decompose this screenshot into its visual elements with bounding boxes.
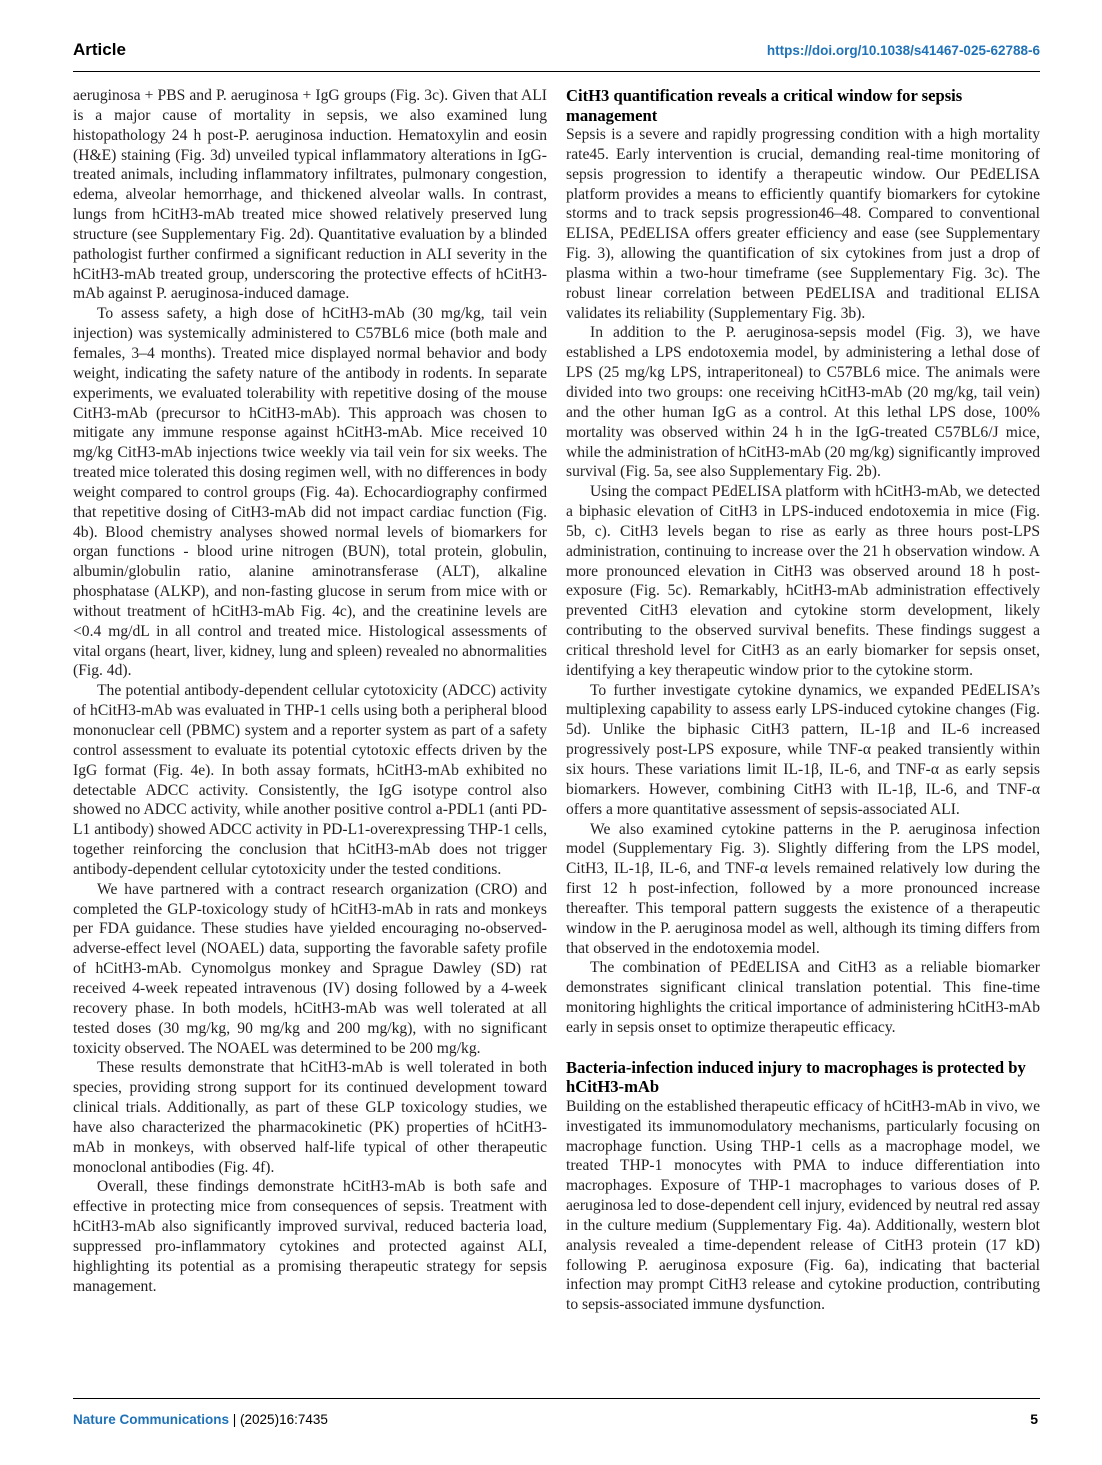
- paragraph: Sepsis is a severe and rapidly progressing condition with a high mortality rate45. Early intervention is crucial, demanding real-time monitoring of sepsis progression to identify a therapeutic window. Our PEdELISA platform provides a means to efficiently quantify biomarkers for cytokine storms and to track sepsis progression46–48. Compared to conventional ELISA, PEdELISA offers greater efficiency and ease (see Supplementary Fig. 3), allowing the quantification of six cytokines from just a drop of plasma within a two-hour timeframe (see Supplementary Fig. 3c). The robust linear correlation between PEdELISA and traditional ELISA validates its reliability (Supplementary Fig. 3b).: [566, 126, 1040, 322]
- article-type-label: Article: [73, 40, 126, 59]
- paragraph: We have partnered with a contract research organization (CRO) and completed the GLP-toxicology study of hCitH3-mAb in rats and monkeys per FDA guidance. These studies have yielded encouraging no-observed-adverse-effect level (NOAEL) data, supporting the favorable safety profile of hCitH3-mAb. Cynomolgus monkey and Sprague Dawley (SD) rat received 4-week repeated intravenous (IV) dosing followed by a 4-week recovery phase. In both models, hCitH3-mAb was well tolerated at all tested doses (30 mg/kg, 90 mg/kg and 200 mg/kg), with no significant toxicity observed. The NOAEL was determined to be 200 mg/kg.: [73, 880, 547, 1057]
- doi-link[interactable]: https://doi.org/10.1038/s41467-025-62788-6: [766, 43, 1040, 58]
- paragraph: The combination of PEdELISA and CitH3 as a reliable biomarker demonstrates significant clinical translation potential. This fine-time monitoring highlights the critical importance of administering hCitH3-mAb early in sepsis onset to optimize therapeutic efficacy.: [566, 959, 1040, 1036]
- paragraph: Building on the established therapeutic efficacy of hCitH3-mAb in vivo, we investigated its immunomodulatory mechanisms, particularly focusing on macrophage function. Using THP-1 cells as a macrophage model, we treated THP-1 monocytes with PMA to induce differentiation into macrophages. Exposure of THP-1 macrophages to various doses of P. aeruginosa led to dose-dependent cell injury, evidenced by neutral red assay in the culture medium (Supplementary Fig. 4a). Additionally, western blot analysis revealed a time-dependent release of CitH3 protein (17 kD) following P. aeruginosa exposure (Fig. 6a), indicating that bacterial infection may prompt CitH3 release and cytokine production, contributing to sepsis-associated immune dysfunction.: [566, 1097, 1040, 1314]
- citation-info: | (2025)16:7435: [229, 1412, 328, 1427]
- header-divider: [73, 71, 1040, 72]
- journal-name[interactable]: Nature Communications: [73, 1412, 230, 1427]
- section-heading: Bacteria-infection induced injury to macrophages is protected by hCitH3-mAb: [566, 1057, 1026, 1097]
- page-number: 5: [1030, 1411, 1038, 1427]
- paragraph: These results demonstrate that hCitH3-mAb is well tolerated in both species, providing strong support for its continued development toward clinical trials. Additionally, as part of these GLP toxicology studies, we have also characterized the pharmacokinetic (PK) properties of hCitH3-mAb in monkeys, with observed half-life typical of other therapeutic monoclonal antibodies (Fig. 4f).: [73, 1059, 547, 1176]
- left-column: [73, 86, 547, 1296]
- footer-divider: [73, 1398, 1040, 1399]
- paragraph: Using the compact PEdELISA platform with hCitH3-mAb, we detected a biphasic elevation of CitH3 in LPS-induced endotoxemia in mice (Fig. 5b, c). CitH3 levels began to rise as early as three hours post-LPS administration, continuing to increase over the 21 h observation window. A more pronounced elevation in CitH3 was observed around 18 h post-exposure (Fig. 5c). Remarkably, hCitH3-mAb administration effectively prevented CitH3 elevation and cytokine storm development, likely contributing to the observed survival benefits. These findings suggest a critical threshold level for CitH3 as an early biomarker for sepsis onset, identifying a key therapeutic window prior to the cytokine storm.: [566, 483, 1040, 679]
- right-column: [566, 86, 1040, 1315]
- section-heading: CitH3 quantification reveals a critical window for sepsis management: [566, 86, 963, 125]
- paragraph: The potential antibody-dependent cellular cytotoxicity (ADCC) activity of hCitH3-mAb was evaluated in THP-1 cells using both a peripheral blood mononuclear cell (PBMC) system and a reporter system as part of a safety control assessment to evaluate its potential cytotoxic effects driven by the IgG format (Fig. 4e). In both assay formats, hCitH3-mAb exhibited no detectable ADCC activity. Consistently, the IgG isotype control also showed no ADCC activity, while another positive control a-PDL1 (anti PD-L1 antibody) showed ADCC activity in PD-L1-overexpressing THP-1 cells, together reinforcing the conclusion that hCitH3-mAb does not trigger antibody-dependent cellular cytotoxicity under the tested conditions.: [73, 682, 547, 878]
- footer-citation: [73, 1412, 328, 1427]
- paragraph: In addition to the P. aeruginosa-sepsis model (Fig. 3), we have established a LPS endotoxemia model, by administering a lethal dose of LPS (25 mg/kg LPS, intraperitoneal) to C57BL6 mice. The animals were divided into two groups: one receiving hCitH3-mAb (20 mg/kg, tail vein) and the other human IgG as a control. At this lethal LPS dose, 100% mortality was observed within 24 h in the IgG-treated C57BL6/J mice, while the administration of hCitH3-mAb (20 mg/kg) significantly improved survival (Fig. 5a, see also Supplementary Fig. 2b).: [566, 324, 1040, 481]
- paragraph: To assess safety, a high dose of hCitH3-mAb (30 mg/kg, tail vein injection) was systemically administered to C57BL6 mice (both male and females, 3–4 months). Treated mice displayed normal behavior and body weight, indicating the safety nature of the antibody in rodents. In separate experiments, we evaluated tolerability with repetitive dosing of the mouse CitH3-mAb (precursor to hCitH3-mAb). This approach was chosen to mitigate any immune response against hCitH3-mAb. Mice received 10 mg/kg CitH3-mAb injections twice weekly via tail vein for six weeks. The treated mice tolerated this dosing regimen well, with no differences in body weight compared to control groups (Fig. 4a). Echocardiography confirmed that repetitive dosing of CitH3-mAb did not impact cardiac function (Fig. 4b). Blood chemistry analyses showed normal levels of biomarkers for organ functions - blood urine nitrogen (BUN), total protein, globulin, albumin/globulin ratio, alanine aminotransferase (ALT), alkaline phosphatase (ALKP), and non-fasting glucose in serum from mice with or without treatment of hCitH3-mAb Fig. 4c), and the creatinine levels are <0.4 mg/dL in all control and treated mice. Histological assessments of vital organs (heart, liver, kidney, lung and spleen) revealed no abnormalities (Fig. 4d).: [73, 305, 547, 680]
- paragraph: To further investigate cytokine dynamics, we expanded PEdELISA’s multiplexing capability to assess early LPS-induced cytokine changes (Fig. 5d). Unlike the biphasic CitH3 pattern, IL-1β and IL-6 increased progressively post-LPS exposure, while TNF-α peaked transiently within six hours. These variations limit IL-1β, IL-6, and TNF-α as early sepsis biomarkers. However, combining CitH3 with IL-1β, IL-6, and TNF-α offers a more quantitative assessment of sepsis-associated ALI.: [566, 681, 1040, 818]
- paragraph: We also examined cytokine patterns in the P. aeruginosa infection model (Supplementary Fig. 3). Slightly differing from the LPS model, CitH3, IL-1β, IL-6, and TNF-α levels remained relatively low during the first 12 h post-infection, followed by a more pronounced increase thereafter. This temporal pattern suggests the existence of a therapeutic window in the P. aeruginosa model as well, although its timing differs from that observed in the endotoxemia model.: [566, 820, 1040, 957]
- paragraph: Overall, these findings demonstrate hCitH3-mAb is both safe and effective in protecting mice from consequences of sepsis. Treatment with hCitH3-mAb also significantly improved survival, reduced bacteria load, suppressed pro-inflammatory cytokines and protected against ALI, highlighting its potential as a promising therapeutic strategy for sepsis management.: [73, 1178, 547, 1295]
- paragraph: aeruginosa + PBS and P. aeruginosa + IgG groups (Fig. 3c). Given that ALI is a major cause of mortality in sepsis, we also examined lung histopathology 24 h post-P. aeruginosa induction. Hematoxylin and eosin (H&E) staining (Fig. 3d) unveiled typical inflammatory alterations in IgG-treated animals, including inflammatory infiltrates, pulmonary congestion, edema, alveolar hemorrhage, and thickened alveolar walls. In contrast, lungs from hCitH3-mAb treated mice showed relatively preserved lung structure (see Supplementary Fig. 2d). Quantitative evaluation by a blinded pathologist further confirmed a significant reduction in ALI severity in the hCitH3-mAb treated group, underscoring the protective effects of hCitH3-mAb against P. aeruginosa-induced damage.: [73, 87, 547, 303]
